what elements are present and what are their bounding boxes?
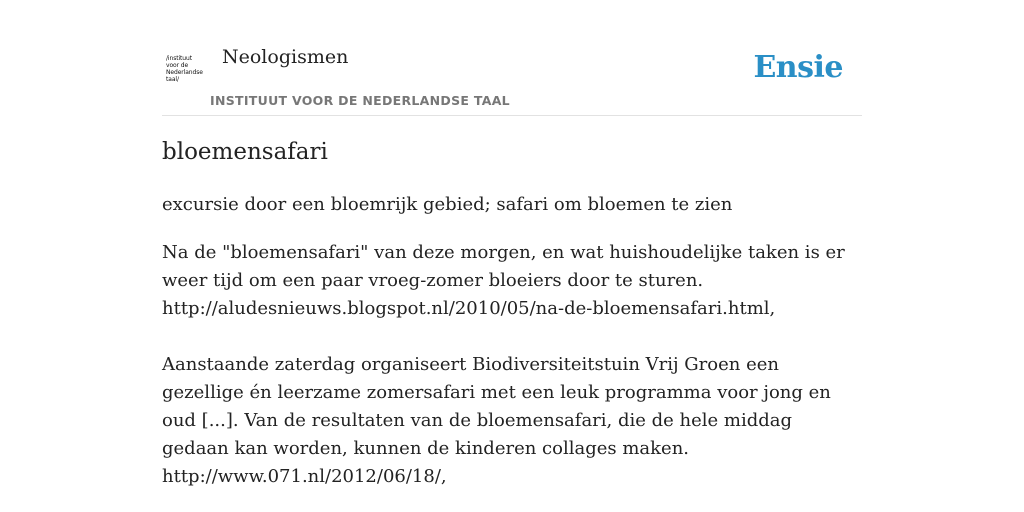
entry-card [162,0,862,512]
example-item [162,351,862,491]
example-source: http://www.071.nl/2012/06/18/, [162,466,447,487]
example-quote: Na de "bloemensafari" van deze morgen, en wat huishoudelijke taken is er weer tijd om een paar vroeg-zomer bloeiers door te sturen. [162,242,845,291]
logo-line: voor de [166,62,189,69]
logo-line: Nederlandse [166,69,203,76]
example-item [162,239,862,323]
logo-line: /instituut [166,55,192,62]
entry-term: bloemensafari [162,139,328,165]
org-name: INSTITUUT VOOR DE NEDERLANDSE TAAL [210,93,510,108]
example-source: http://aludesnieuws.blogspot.nl/2010/05/na-de-bloemensafari.html, [162,298,776,319]
entry-definition: excursie door een bloemrijk gebied; safari om bloemen te zien [162,194,733,215]
ensie-logo[interactable]: Ensie [753,50,843,85]
example-quote: Aanstaande zaterdag organiseert Biodiversiteitstuin Vrij Groen een gezellige én leerzame zomersafari met een leuk programma voor jong en oud [...]. Van de resultaten van de bloemensafari, die de hele middag gedaan kan worden, kunnen de kinderen collages maken. [162,354,831,459]
examples-list [162,239,862,512]
ivdnt-logo[interactable] [166,55,208,83]
site-title[interactable]: Neologismen [222,46,349,68]
logo-line: taal/ [166,76,179,83]
header [162,0,862,116]
